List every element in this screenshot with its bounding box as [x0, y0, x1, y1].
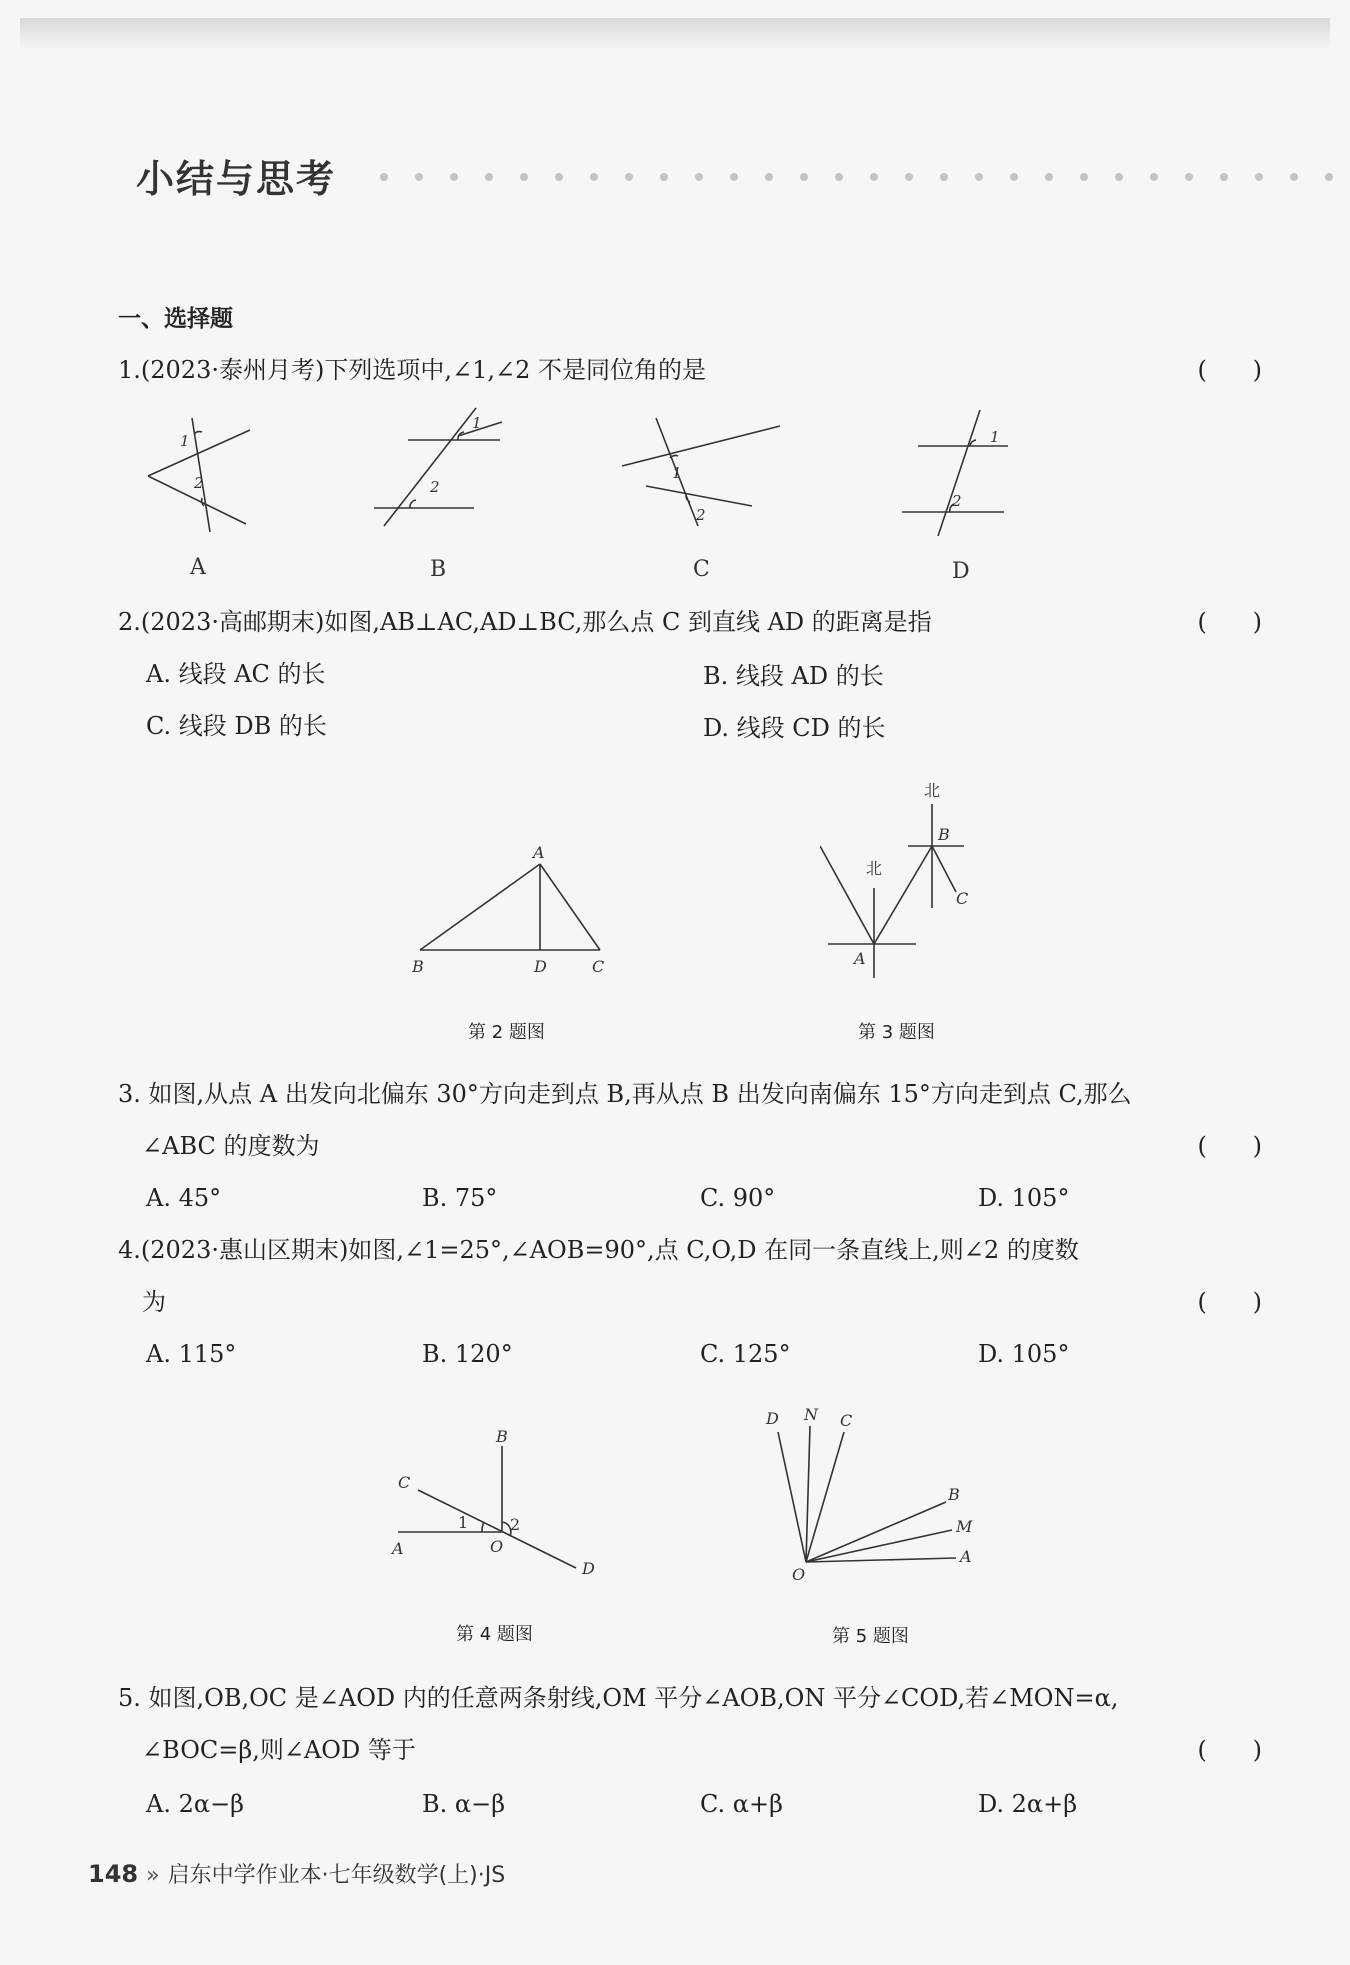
q3-stem-line1: 3. 如图,从点 A 出发向北偏东 30°方向走到点 B,再从点 B 出发向南偏东 15°方向走到点 C,那么: [118, 1080, 1132, 1108]
fig3-point-b: B: [938, 825, 950, 844]
q1-stem: 1.(2023·泰州月考)下列选项中,∠1,∠2 不是同位角的是: [118, 356, 706, 384]
fig5-point-b: B: [948, 1485, 960, 1504]
fig5-point-a: A: [960, 1547, 972, 1566]
q1-figure-b: [374, 408, 502, 526]
fig2-caption: 第 2 题图: [468, 1022, 545, 1043]
q5-figure: [760, 1400, 1000, 1590]
fig4-angle1-label: 1: [458, 1513, 469, 1532]
q1b-angle1-label: 1: [472, 414, 482, 432]
page-number: 148: [88, 1860, 139, 1888]
fig4-point-a: A: [392, 1539, 404, 1558]
q1-label-d: D: [952, 559, 970, 584]
fig2-point-b: B: [412, 957, 424, 976]
q4-option-c[interactable]: C. 125°: [700, 1340, 791, 1368]
q1-label-c: C: [693, 557, 710, 582]
q1c-angle1-label: 1: [672, 464, 682, 482]
q4-figure: [386, 1428, 606, 1588]
q5-option-a[interactable]: A. 2α−β: [146, 1790, 245, 1818]
fig4-point-b: B: [496, 1428, 508, 1446]
q2-stem: 2.(2023·高邮期末)如图,AB⊥AC,AD⊥BC,那么点 C 到直线 AD 的距离是指: [118, 608, 932, 636]
q5-stem-line2: ∠BOC=β,则∠AOD 等于: [142, 1736, 416, 1764]
book-title: 启东中学作业本·七年级数学(上)·JS: [167, 1863, 506, 1888]
q1a-angle2-label: 2: [194, 474, 204, 492]
fig2-point-c: C: [592, 957, 605, 976]
q1-label-a: A: [190, 555, 206, 580]
q1a-angle1-label: 1: [180, 432, 190, 450]
q5-option-c[interactable]: C. α+β: [700, 1790, 783, 1818]
q1d-angle2-label: 2: [952, 492, 962, 510]
fig3-point-a: A: [854, 949, 866, 968]
fig5-caption: 第 5 题图: [832, 1626, 909, 1647]
fig4-angle2-label: 2: [510, 1515, 521, 1534]
q3-answer-blank[interactable]: ( ): [1197, 1132, 1262, 1160]
q5-stem-line1: 5. 如图,OB,OC 是∠AOD 内的任意两条射线,OM 平分∠AOB,ON 平分∠COD,若∠MON=α,: [118, 1684, 1119, 1712]
q3-option-b[interactable]: B. 75°: [422, 1184, 498, 1212]
title-dot-rule: [378, 170, 1338, 184]
q4-option-a[interactable]: A. 115°: [146, 1340, 237, 1368]
q3-figure: [820, 778, 990, 988]
q4-stem-line1: 4.(2023·惠山区期末)如图,∠1=25°,∠AOB=90°,点 C,O,D 在同一条直线上,则∠2 的度数: [118, 1236, 1079, 1264]
q4-option-b[interactable]: B. 120°: [422, 1340, 513, 1368]
fig5-point-n: N: [804, 1405, 818, 1424]
q1d-angle1-label: 1: [990, 428, 1000, 446]
q2-option-a[interactable]: A. 线段 AC 的长: [146, 660, 326, 688]
fig4-point-d: D: [582, 1559, 595, 1578]
q2-figure: [400, 840, 620, 990]
fig3-caption: 第 3 题图: [858, 1022, 935, 1043]
q3-option-a[interactable]: A. 45°: [146, 1184, 222, 1212]
fig5-point-c: C: [840, 1411, 853, 1430]
q1-answer-blank[interactable]: ( ): [1197, 356, 1262, 384]
part-heading: 一、选择题: [118, 306, 233, 332]
fig2-point-d: D: [534, 957, 547, 976]
q3-option-c[interactable]: C. 90°: [700, 1184, 776, 1212]
q5-option-d[interactable]: D. 2α+β: [978, 1790, 1078, 1818]
q3-option-d[interactable]: D. 105°: [978, 1184, 1070, 1212]
q4-stem-line2: 为: [142, 1288, 166, 1316]
q2-answer-blank[interactable]: ( ): [1197, 608, 1262, 636]
q3-stem-line2: ∠ABC 的度数为: [142, 1132, 320, 1160]
fig3-north-top: 北: [924, 781, 941, 800]
page-footer: [88, 1858, 505, 1889]
q1-figures: [130, 400, 1090, 600]
q2-option-d[interactable]: D. 线段 CD 的长: [703, 714, 886, 742]
q1b-angle2-label: 2: [430, 478, 440, 496]
scan-shadow-band: [20, 18, 1330, 50]
fig3-north-bottom: 北: [866, 859, 883, 878]
q1c-angle2-label: 2: [696, 506, 706, 524]
q4-option-d[interactable]: D. 105°: [978, 1340, 1070, 1368]
q2-option-b[interactable]: B. 线段 AD 的长: [703, 662, 884, 690]
fig5-point-m: M: [956, 1517, 973, 1536]
fig4-point-o: O: [490, 1537, 504, 1556]
q5-answer-blank[interactable]: ( ): [1197, 1736, 1262, 1764]
section-title: 小结与思考: [136, 157, 337, 201]
fig3-point-c: C: [956, 889, 969, 908]
fig5-point-o: O: [792, 1565, 806, 1584]
q5-option-b[interactable]: B. α−β: [422, 1790, 506, 1818]
fig4-point-c: C: [398, 1473, 411, 1492]
fig4-caption: 第 4 题图: [456, 1624, 533, 1645]
chevron-right-icon: »: [146, 1863, 160, 1888]
q2-option-c[interactable]: C. 线段 DB 的长: [146, 712, 327, 740]
q1-label-b: B: [430, 557, 447, 582]
q4-answer-blank[interactable]: ( ): [1197, 1288, 1262, 1316]
fig2-point-a: A: [533, 843, 545, 862]
fig5-point-d: D: [766, 1409, 779, 1428]
